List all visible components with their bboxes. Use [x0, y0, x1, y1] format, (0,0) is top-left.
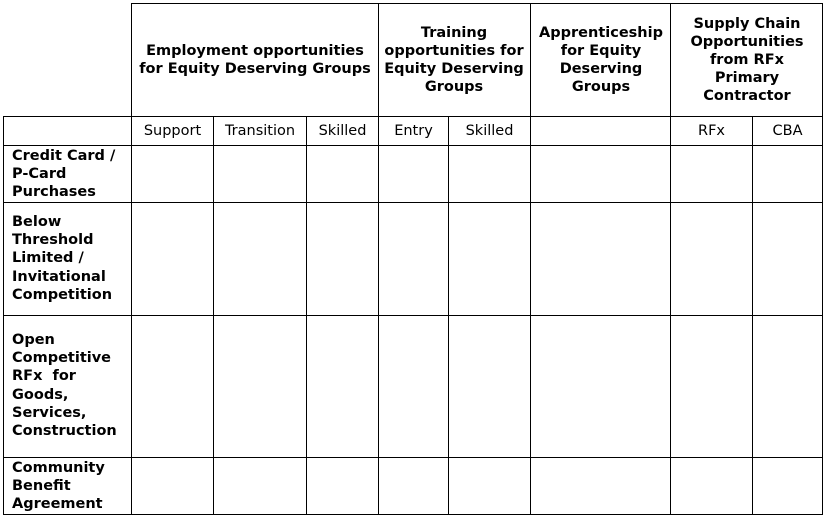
subheader-entry: Entry: [394, 123, 433, 139]
grid-line: [131, 3, 132, 515]
grid-line: [378, 3, 379, 515]
grid-line: [3, 457, 823, 458]
subheader-support: Support: [143, 123, 202, 139]
grid-line: [530, 3, 531, 515]
group-header-employment: Employment opportunities for Equity Deserving Groups: [139, 43, 371, 77]
subheader-apprenticeship: [531, 117, 670, 145]
grid-line: [3, 202, 823, 203]
group-header-supply-chain: Supply Chain Opportunities from RFx Primary Contractor: [690, 16, 804, 104]
row-label-below-threshold: Below Threshold Limited / Invitational Competition: [12, 214, 113, 303]
grid-line: [3, 514, 823, 515]
row-label-open-competitive: Open Competitive RFx for Goods, Services, Construction: [12, 332, 117, 440]
subheader-skilled-employment: Skilled: [318, 123, 367, 139]
subheader-transition: Transition: [224, 123, 296, 139]
subheader-rfx: RFx: [698, 123, 725, 139]
row-label-credit-card: Credit Card / P-Card Purchases: [12, 148, 116, 201]
grid-line: [3, 315, 823, 316]
subheader-skilled-training: Skilled: [465, 123, 514, 139]
group-header-training: Training opportunities for Equity Deserving Groups: [384, 25, 524, 95]
grid-line: [670, 3, 671, 515]
grid-line: [3, 145, 823, 146]
subheader-cba: CBA: [772, 123, 803, 139]
grid-line: [822, 3, 823, 515]
row-label-community-benefit: Community Benefit Agreement: [12, 460, 105, 513]
group-header-apprenticeship: Apprenticeship for Equity Deserving Groups: [539, 25, 663, 95]
